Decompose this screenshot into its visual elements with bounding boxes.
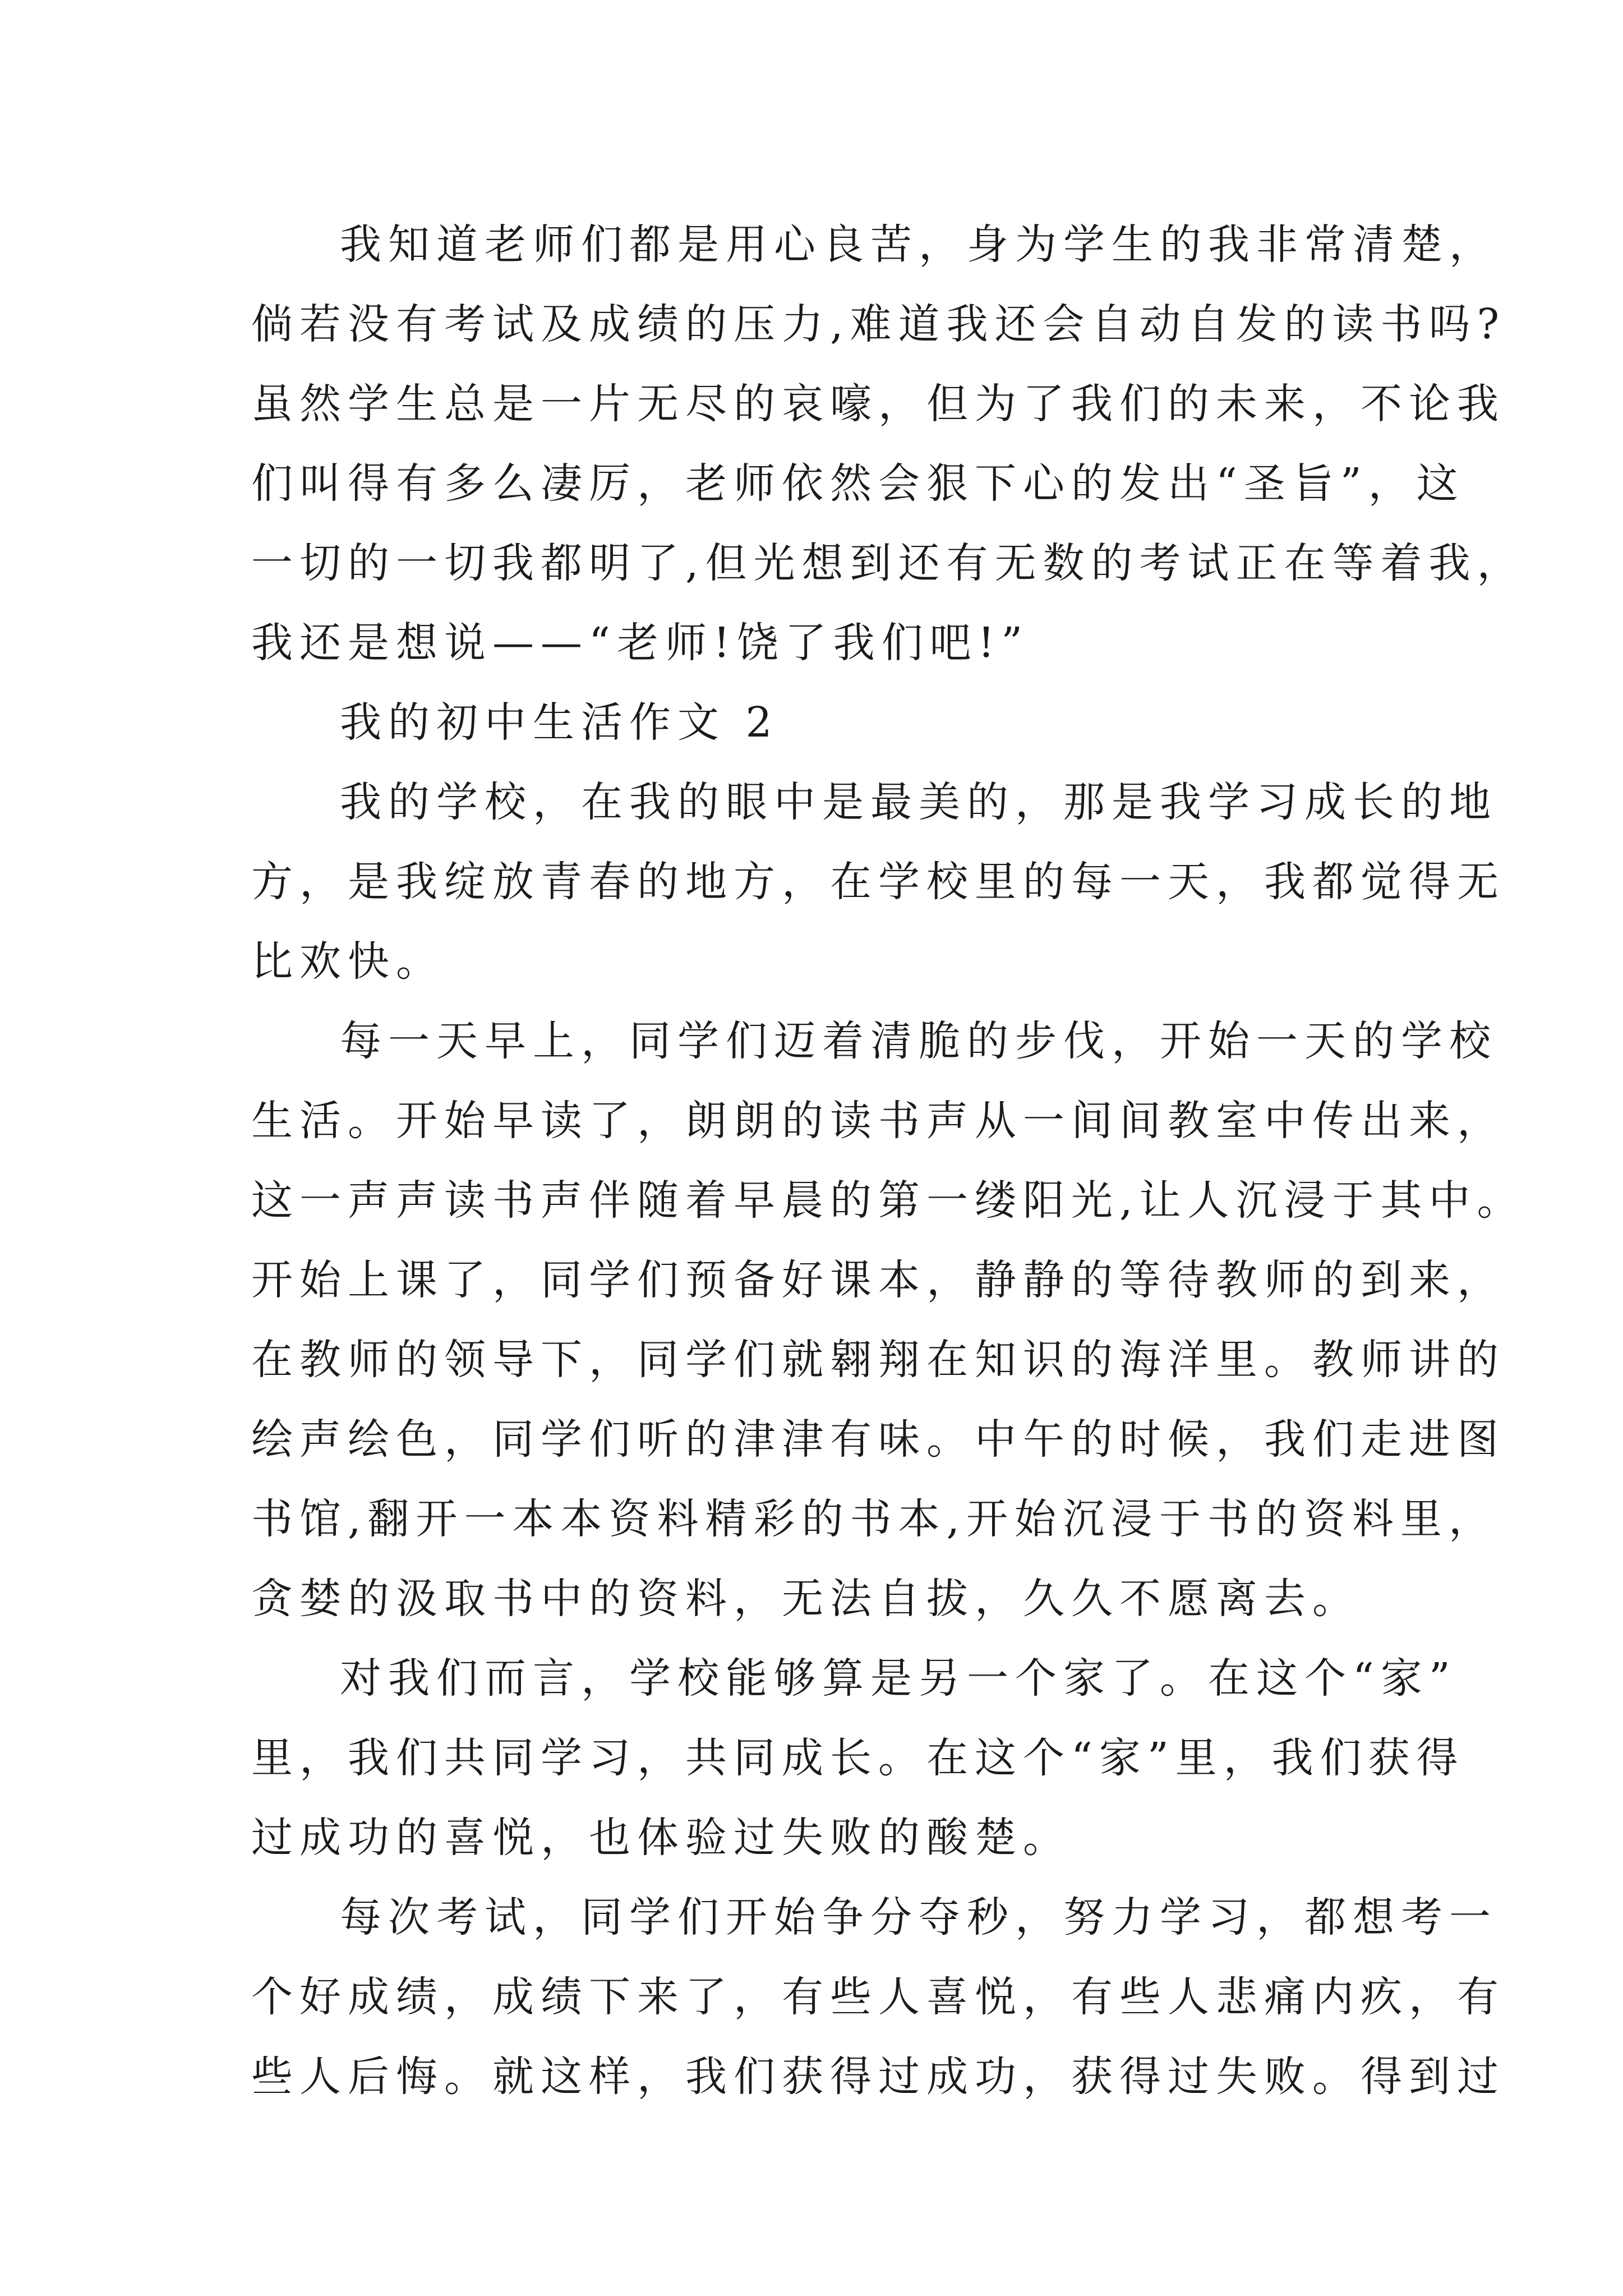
text-line: 方，是我绽放青春的地方，在学校里的每一天，我都觉得无 [251, 858, 1505, 906]
paragraph-school-as-home [251, 1639, 1465, 1878]
text-line: 我的学校，在我的眼中是最美的，那是我学习成长的地 [340, 778, 1497, 826]
text-line: 在教师的领导下，同学们就翱翔在知识的海洋里。教师讲的 [251, 1336, 1505, 1384]
text-line: 们叫得有多么凄厉，老师依然会狠下心的发出“圣旨”，这 [251, 459, 1465, 508]
paragraph-teachers-intent [251, 205, 1525, 683]
text-line: 这一声声读书声伴随着早晨的第一缕阳光,让人沉浸于其中。 [251, 1176, 1525, 1225]
paragraph-daily-life [251, 1001, 1525, 1639]
text-line: 每一天早上，同学们迈着清脆的步伐，开始一天的学校 [340, 1017, 1497, 1065]
text-line: 开始上课了，同学们预备好课本，静静的等待教师的到来， [251, 1256, 1505, 1304]
essay-title [251, 683, 1395, 762]
text-line: 过成功的喜悦，也体验过失败的酸楚。 [251, 1814, 1071, 1862]
text-line: 个好成绩，成绩下来了，有些人喜悦，有些人悲痛内疚，有 [251, 1973, 1505, 2021]
text-line: 些人后悔。就这样，我们获得过成功，获得过失败。得到过 [251, 2053, 1505, 2101]
text-line: 我知道老师们都是用心良苦，身为学生的我非常清楚， [340, 220, 1497, 269]
text-line: 对我们而言，学校能够算是另一个家了。在这个“家” [340, 1654, 1457, 1703]
text-line: 我还是想说——“老师!饶了我们吧!” [251, 619, 1030, 667]
text-line: 虽然学生总是一片无尽的哀嚎，但为了我们的未来，不论我 [251, 380, 1505, 428]
text-line: 生活。开始早读了，朗朗的读书声从一间间教室中传出来， [251, 1097, 1505, 1145]
paragraph-exams [251, 1878, 1505, 2116]
document-body [251, 205, 1525, 2116]
text-line: 贪婪的汲取书中的资料，无法自拔，久久不愿离去。 [251, 1575, 1361, 1623]
text-line: 书馆,翻开一本本资料精彩的书本,开始沉浸于书的资料里， [251, 1495, 1497, 1543]
text-line: 一切的一切我都明了,但光想到还有无数的考试正在等着我， [251, 539, 1525, 587]
text-line: 每次考试，同学们开始争分夺秒，努力学习，都想考一 [340, 1893, 1497, 1941]
paragraph-my-school [251, 762, 1505, 1001]
text-line: 绘声绘色，同学们听的津津有味。中午的时候，我们走进图 [251, 1415, 1505, 1464]
text-line: 倘若没有考试及成绩的压力,难道我还会自动自发的读书吗? [251, 300, 1506, 348]
text-line: 比欢快。 [251, 937, 444, 986]
text-line: 里，我们共同学习，共同成长。在这个“家”里，我们获得 [251, 1734, 1465, 1782]
essay-title-text: 我的初中生活作文 2 [340, 698, 779, 747]
